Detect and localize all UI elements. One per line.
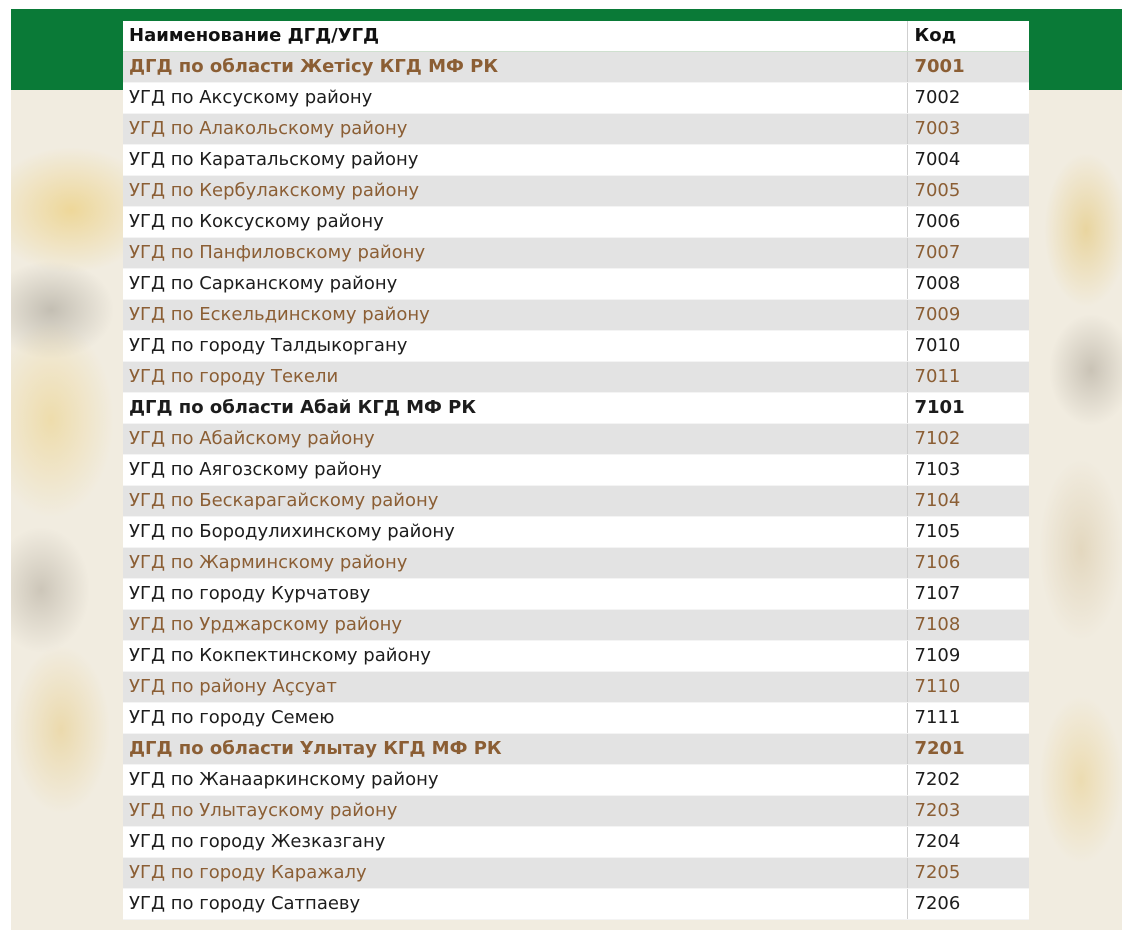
table-row: [123, 889, 1029, 920]
office-code-cell: 7008: [907, 269, 1029, 300]
office-name-cell: УГД по Жарминскому району: [123, 548, 907, 579]
office-code-cell: 7106: [907, 548, 1029, 579]
office-code-cell: 7103: [907, 455, 1029, 486]
office-name-cell: УГД по Абайскому району: [123, 424, 907, 455]
office-name-cell: УГД по Панфиловскому району: [123, 238, 907, 269]
office-name-cell: УГД по Бескарагайскому району: [123, 486, 907, 517]
office-name-cell: УГД по Аягозскому району: [123, 455, 907, 486]
office-code-cell: 7105: [907, 517, 1029, 548]
office-name-cell: ДГД по области Жетісу КГД МФ РК: [123, 52, 907, 83]
table-body: [123, 52, 1029, 920]
column-header-code: Код: [907, 21, 1029, 52]
table-row: [123, 734, 1029, 765]
table-row: [123, 145, 1029, 176]
office-name-cell: УГД по Бородулихинскому району: [123, 517, 907, 548]
office-code-cell: 7002: [907, 83, 1029, 114]
table-row: [123, 52, 1029, 83]
office-name-cell: УГД по району Аҫсуат: [123, 672, 907, 703]
tax-office-codes-table: [123, 21, 1029, 920]
office-code-cell: 7007: [907, 238, 1029, 269]
column-header-name: Наименование ДГД/УГД: [123, 21, 907, 52]
table-row: [123, 796, 1029, 827]
tax-office-table-container: [123, 21, 1029, 920]
office-code-cell: 7204: [907, 827, 1029, 858]
office-code-cell: 7011: [907, 362, 1029, 393]
office-name-cell: УГД по городу Текели: [123, 362, 907, 393]
office-code-cell: 7003: [907, 114, 1029, 145]
office-name-cell: УГД по Коксускому району: [123, 207, 907, 238]
table-row: [123, 455, 1029, 486]
table-row: [123, 641, 1029, 672]
table-row: [123, 579, 1029, 610]
table-row: [123, 765, 1029, 796]
office-name-cell: УГД по Кербулакскому району: [123, 176, 907, 207]
office-name-cell: УГД по Урджарскому району: [123, 610, 907, 641]
table-row: [123, 362, 1029, 393]
office-code-cell: 7107: [907, 579, 1029, 610]
table-row: [123, 827, 1029, 858]
table-row: [123, 858, 1029, 889]
office-name-cell: УГД по Кокпектинскому району: [123, 641, 907, 672]
table-row: [123, 331, 1029, 362]
table-row: [123, 207, 1029, 238]
office-name-cell: УГД по Жанааркинскому району: [123, 765, 907, 796]
office-code-cell: 7202: [907, 765, 1029, 796]
office-code-cell: 7006: [907, 207, 1029, 238]
office-name-cell: ДГД по области Абай КГД МФ РК: [123, 393, 907, 424]
office-name-cell: УГД по Ескельдинскому району: [123, 300, 907, 331]
office-code-cell: 7108: [907, 610, 1029, 641]
office-code-cell: 7203: [907, 796, 1029, 827]
office-code-cell: 7110: [907, 672, 1029, 703]
office-name-cell: УГД по городу Сатпаеву: [123, 889, 907, 920]
table-row: [123, 300, 1029, 331]
office-code-cell: 7009: [907, 300, 1029, 331]
table-row: [123, 83, 1029, 114]
table-row: [123, 393, 1029, 424]
office-code-cell: 7005: [907, 176, 1029, 207]
office-code-cell: 7010: [907, 331, 1029, 362]
office-name-cell: УГД по Каратальскому району: [123, 145, 907, 176]
office-name-cell: УГД по городу Каражалу: [123, 858, 907, 889]
office-code-cell: 7004: [907, 145, 1029, 176]
office-name-cell: УГД по Улытаускому району: [123, 796, 907, 827]
table-row: [123, 114, 1029, 145]
office-code-cell: 7205: [907, 858, 1029, 889]
office-code-cell: 7109: [907, 641, 1029, 672]
office-name-cell: УГД по городу Семею: [123, 703, 907, 734]
office-name-cell: УГД по городу Курчатову: [123, 579, 907, 610]
table-row: [123, 486, 1029, 517]
office-code-cell: 7102: [907, 424, 1029, 455]
office-name-cell: ДГД по области Ұлытау КГД МФ РК: [123, 734, 907, 765]
office-name-cell: УГД по Аксускому району: [123, 83, 907, 114]
table-row: [123, 238, 1029, 269]
office-name-cell: УГД по Алакольскому району: [123, 114, 907, 145]
table-header-row: [123, 21, 1029, 52]
table-row: [123, 703, 1029, 734]
office-code-cell: 7104: [907, 486, 1029, 517]
table-row: [123, 176, 1029, 207]
office-code-cell: 7111: [907, 703, 1029, 734]
office-code-cell: 7201: [907, 734, 1029, 765]
table-row: [123, 424, 1029, 455]
table-row: [123, 610, 1029, 641]
table-row: [123, 517, 1029, 548]
table-row: [123, 672, 1029, 703]
office-name-cell: УГД по городу Талдыкоргану: [123, 331, 907, 362]
office-name-cell: УГД по городу Жезказгану: [123, 827, 907, 858]
table-row: [123, 548, 1029, 579]
office-code-cell: 7001: [907, 52, 1029, 83]
office-code-cell: 7101: [907, 393, 1029, 424]
office-name-cell: УГД по Сарканскому району: [123, 269, 907, 300]
table-row: [123, 269, 1029, 300]
office-code-cell: 7206: [907, 889, 1029, 920]
